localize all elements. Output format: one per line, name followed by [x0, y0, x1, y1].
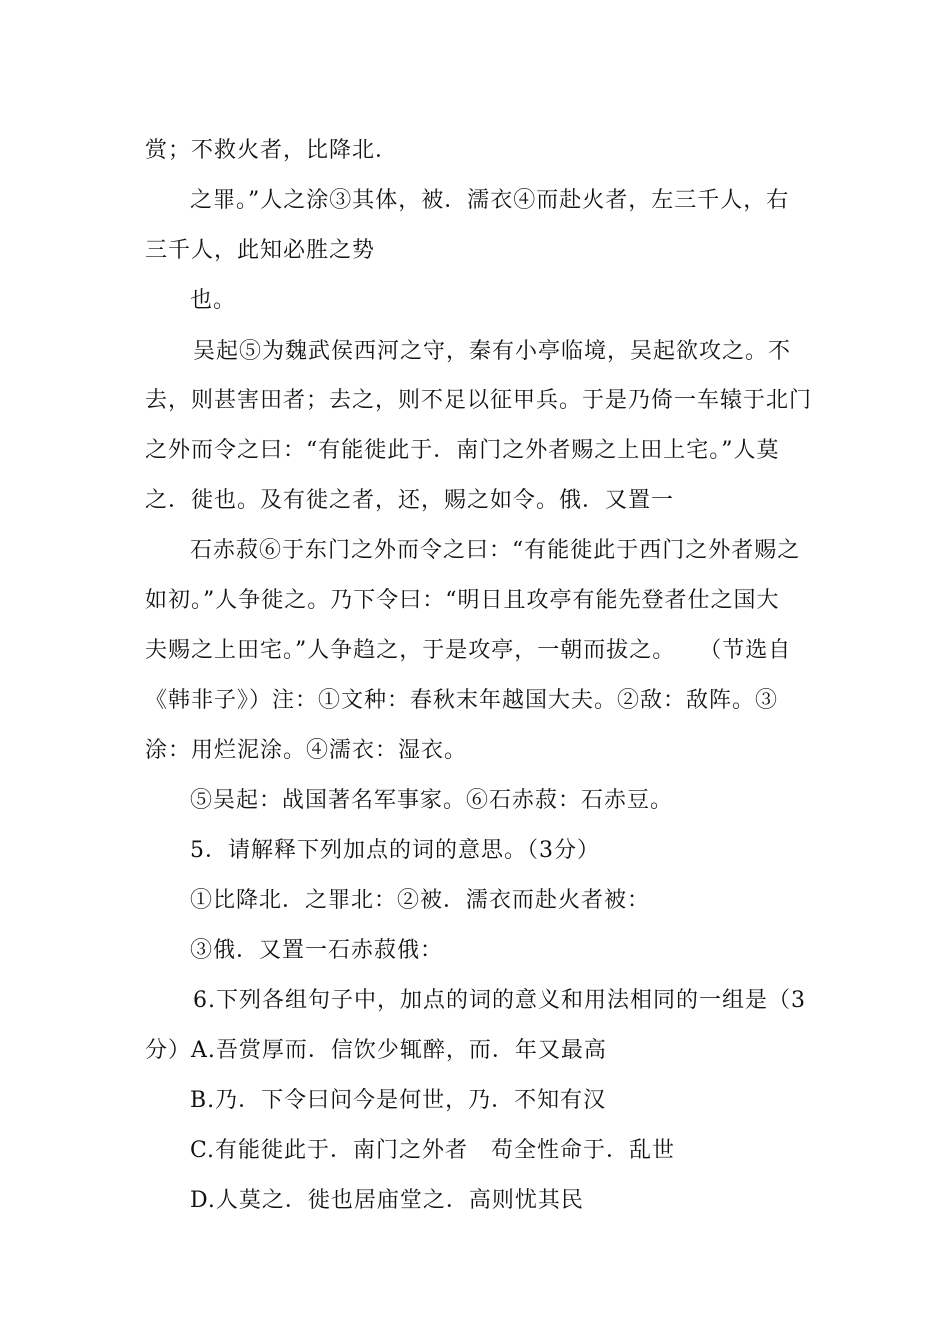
question-6-line: 6.下列各组句子中，加点的词的意义和用法相同的一组是（3: [193, 988, 806, 1013]
question-5-line: 5．请解释下列加点的词的意思。（3分）: [190, 838, 600, 863]
text-line: 之罪。”人之涂③其体，被．濡衣④而赴火者，左三千人，右: [190, 188, 790, 213]
text-line: 如初。”人争徙之。乃下令曰：“明日且攻亭有能先登者仕之国大: [145, 588, 780, 613]
text-line: ③俄．又置一石赤菽俄：: [190, 938, 444, 963]
text-line: ①比降北．之罪北：②被．濡衣而赴火者被：: [190, 888, 651, 913]
text-line: 之．徙也。及有徙之者，还，赐之如令。俄．又置一: [145, 488, 675, 513]
text-line: 石赤菽⑥于东门之外而令之曰：“有能徙此于西门之外者赐之: [190, 538, 801, 563]
text-line: 夫赐之上田宅。”人争趋之，于是攻亭，一朝而拔之。 （节选自: [145, 638, 792, 663]
text-line: 赏；不救火者，比降北．: [145, 138, 399, 163]
text-line: 《韩非子》）注：①文种：春秋末年越国大夫。②敌：敌阵。③: [145, 688, 779, 713]
text-line: 去，则甚害田者；去之，则不足以征甲兵。于是乃倚一车辕于北门: [145, 388, 813, 413]
text-line: ⑤吴起：战国著名军事家。⑥石赤菽：石赤豆。: [190, 788, 674, 813]
text-line: 吴起⑤为魏武侯西河之守，秦有小亭临境，吴起欲攻之。不: [193, 339, 792, 364]
option-b-line: B.乃．下令曰问今是何世，乃．不知有汉: [190, 1088, 607, 1113]
text-line: 也。: [190, 288, 237, 313]
option-a-line: 分）A.吾赏厚而．信饮少辄醉，而．年又最高: [145, 1038, 607, 1063]
option-c-line: C.有能徙此于．南门之外者 苟全性命于．乱世: [190, 1138, 676, 1163]
text-line: 三千人，此知必胜之势: [145, 238, 376, 263]
text-line: 之外而令之曰：“有能徙此于．南门之外者赐之上田上宅。”人莫: [145, 438, 780, 463]
text-line: 涂：用烂泥涂。④濡衣：湿衣。: [145, 738, 468, 763]
option-d-line: D.人莫之．徙也居庙堂之．高则忧其民: [190, 1188, 584, 1213]
